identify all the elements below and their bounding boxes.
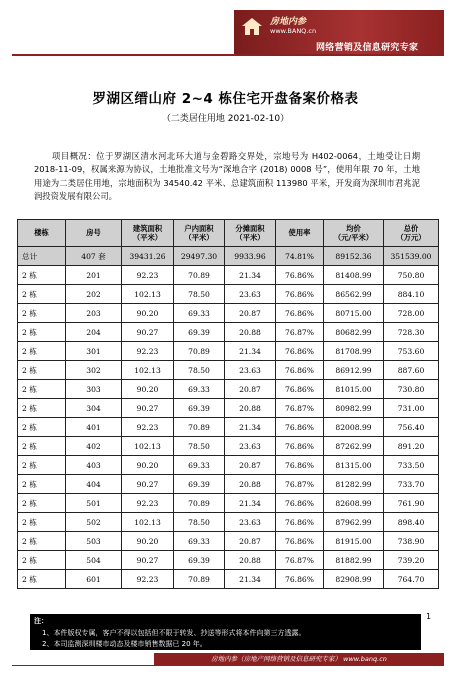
column-header: 总价 （万元） [384, 220, 439, 247]
note-item: 1、本件版权专属，客户不得以包括但不限于转发、抄送等形式将本件向第三方透露。 [42, 629, 306, 637]
table-row [18, 532, 439, 551]
brand-slogan: 网络营销及信息研究专家 [316, 43, 419, 53]
table-cell: 503 [66, 532, 122, 551]
table-row [18, 551, 439, 570]
table-cell: 21.34 [225, 266, 276, 285]
table-cell: 76.86% [276, 513, 324, 532]
table-cell: 23.63 [225, 437, 276, 456]
table-cell: 202 [66, 285, 122, 304]
table-row [18, 342, 439, 361]
table-row [18, 418, 439, 437]
table-cell: 20.88 [225, 399, 276, 418]
table-cell: 404 [66, 475, 122, 494]
table-cell: 69.33 [174, 456, 225, 475]
table-cell: 9933.96 [225, 247, 276, 266]
table-cell: 20.87 [225, 304, 276, 323]
table-cell: 76.87% [276, 323, 324, 342]
table-cell: 2 栋 [18, 570, 66, 589]
table-cell: 39431.26 [122, 247, 174, 266]
table-cell: 23.63 [225, 513, 276, 532]
table-cell: 76.86% [276, 304, 324, 323]
table-cell: 92.23 [122, 342, 174, 361]
table-cell: 76.86% [276, 494, 324, 513]
table-body [18, 247, 439, 589]
table-cell: 303 [66, 380, 122, 399]
document-title: 罗湖区缙山府 2~4 栋住宅开盘备案价格表 [92, 91, 359, 107]
footer-divider [12, 665, 444, 666]
table-cell: 21.34 [225, 494, 276, 513]
table-cell: 76.86% [276, 456, 324, 475]
table-cell: 601 [66, 570, 122, 589]
table-cell: 90.27 [122, 551, 174, 570]
table-cell: 304 [66, 399, 122, 418]
table-cell: 70.89 [174, 570, 225, 589]
table-cell: 756.40 [384, 418, 439, 437]
table-cell: 21.34 [225, 570, 276, 589]
table-cell: 753.60 [384, 342, 439, 361]
table-cell: 80715.00 [324, 304, 384, 323]
table-cell: 总计 [18, 247, 66, 266]
table-cell: 21.34 [225, 418, 276, 437]
table-cell: 204 [66, 323, 122, 342]
table-cell: 90.20 [122, 456, 174, 475]
table-cell: 87962.99 [324, 513, 384, 532]
table-cell: 2 栋 [18, 399, 66, 418]
table-cell: 78.50 [174, 437, 225, 456]
table-cell: 69.33 [174, 304, 225, 323]
table-cell: 23.63 [225, 285, 276, 304]
table-cell: 90.20 [122, 304, 174, 323]
table-cell: 887.60 [384, 361, 439, 380]
table-cell: 70.89 [174, 418, 225, 437]
table-cell: 102.13 [122, 437, 174, 456]
table-cell: 2 栋 [18, 418, 66, 437]
table-cell: 76.86% [276, 266, 324, 285]
table-cell: 87262.99 [324, 437, 384, 456]
column-header: 均价 （元/平米） [324, 220, 384, 247]
table-cell: 82608.99 [324, 494, 384, 513]
column-header: 户内面积 （平米） [174, 220, 225, 247]
table-cell: 2 栋 [18, 475, 66, 494]
table-row [18, 399, 439, 418]
table-cell: 102.13 [122, 285, 174, 304]
table-cell: 20.87 [225, 380, 276, 399]
table-cell: 403 [66, 456, 122, 475]
header-divider [12, 54, 444, 56]
table-cell: 2 栋 [18, 551, 66, 570]
table-cell: 76.87% [276, 475, 324, 494]
table-cell: 401 [66, 418, 122, 437]
table-cell: 501 [66, 494, 122, 513]
table-cell: 86912.99 [324, 361, 384, 380]
table-cell: 2 栋 [18, 361, 66, 380]
table-row [18, 513, 439, 532]
table-cell: 2 栋 [18, 323, 66, 342]
house-logo-icon [240, 16, 264, 36]
table-cell: 2 栋 [18, 304, 66, 323]
table-row [18, 570, 439, 589]
table-cell: 76.86% [276, 437, 324, 456]
table-cell: 20.87 [225, 456, 276, 475]
table-cell: 2 栋 [18, 285, 66, 304]
table-row [18, 266, 439, 285]
table-row [18, 304, 439, 323]
column-header: 使用率 [276, 220, 324, 247]
table-row [18, 285, 439, 304]
table-cell: 891.20 [384, 437, 439, 456]
table-cell: 92.23 [122, 266, 174, 285]
table-cell: 884.10 [384, 285, 439, 304]
table-cell: 76.86% [276, 285, 324, 304]
table-cell: 20.87 [225, 532, 276, 551]
table-cell: 20.88 [225, 475, 276, 494]
table-cell: 407 套 [66, 247, 122, 266]
table-cell: 2 栋 [18, 532, 66, 551]
table-cell: 74.81% [276, 247, 324, 266]
total-row [18, 247, 439, 266]
table-cell: 76.86% [276, 380, 324, 399]
table-cell: 69.33 [174, 532, 225, 551]
table-cell: 733.50 [384, 456, 439, 475]
page-number: 1 [426, 612, 432, 621]
table-cell: 731.00 [384, 399, 439, 418]
table-cell: 302 [66, 361, 122, 380]
table-cell: 203 [66, 304, 122, 323]
project-overview: 项目概况：位于罗湖区清水河北环大道与金碧路交界处，宗地号为 H402-0064，土地受让日期 2018-11-09，权属来源为协议，土地批准文号为“深地合字 (2018) 0008 号”，使用年限 70 年，土地用途为二类居住用地，宗地面积为 34540.42 平米、总建筑面积 113980 平米，开发商为深圳市君兆泥润投资发展有限公司。 [34, 151, 420, 202]
table-cell: 70.89 [174, 342, 225, 361]
table-cell: 70.89 [174, 494, 225, 513]
table-cell: 78.50 [174, 361, 225, 380]
table-row [18, 437, 439, 456]
table-cell: 351539.00 [384, 247, 439, 266]
table-cell: 402 [66, 437, 122, 456]
table-cell: 728.00 [384, 304, 439, 323]
table-cell: 2 栋 [18, 456, 66, 475]
table-cell: 76.86% [276, 418, 324, 437]
table-cell: 76.86% [276, 361, 324, 380]
table-cell: 81015.00 [324, 380, 384, 399]
table-row [18, 361, 439, 380]
column-header: 建筑面积 （平米） [122, 220, 174, 247]
notes-heading: 注： [34, 617, 48, 625]
table-cell: 78.50 [174, 285, 225, 304]
table-cell: 69.39 [174, 475, 225, 494]
table-row [18, 380, 439, 399]
table-row [18, 456, 439, 475]
table-cell: 92.23 [122, 494, 174, 513]
table-cell: 80682.99 [324, 323, 384, 342]
table-cell: 898.40 [384, 513, 439, 532]
table-cell: 81708.99 [324, 342, 384, 361]
table-cell: 730.80 [384, 380, 439, 399]
note-item: 2、本司监测深圳楼市动态及楼市销售数据已 20 年。 [42, 640, 207, 648]
price-table [17, 219, 439, 589]
table-cell: 761.90 [384, 494, 439, 513]
table-row [18, 475, 439, 494]
table-cell: 2 栋 [18, 494, 66, 513]
table-cell: 80982.99 [324, 399, 384, 418]
notes-box [30, 614, 421, 650]
table-cell: 76.86% [276, 532, 324, 551]
table-cell: 201 [66, 266, 122, 285]
footer-banner: 房地内参（房地产网络营销及信息研究专家） www.banq.cn [154, 653, 444, 665]
table-cell: 81282.99 [324, 475, 384, 494]
table-cell: 69.39 [174, 551, 225, 570]
table-cell: 82008.99 [324, 418, 384, 437]
brand-banner [234, 10, 444, 54]
table-cell: 90.20 [122, 380, 174, 399]
table-cell: 76.86% [276, 570, 324, 589]
table-cell: 2 栋 [18, 266, 66, 285]
table-cell: 69.39 [174, 323, 225, 342]
table-cell: 76.87% [276, 551, 324, 570]
table-cell: 2 栋 [18, 380, 66, 399]
table-cell: 733.70 [384, 475, 439, 494]
table-row [18, 323, 439, 342]
table-cell: 89152.36 [324, 247, 384, 266]
table-cell: 20.88 [225, 551, 276, 570]
table-cell: 81915.00 [324, 532, 384, 551]
table-header-row [18, 220, 439, 247]
document-subtitle: （二类居住用地 2021-02-10） [161, 114, 290, 124]
table-cell: 21.34 [225, 342, 276, 361]
table-cell: 90.27 [122, 323, 174, 342]
table-cell: 86562.99 [324, 285, 384, 304]
table-cell: 102.13 [122, 361, 174, 380]
table-cell: 90.27 [122, 399, 174, 418]
table-cell: 90.27 [122, 475, 174, 494]
table-cell: 738.90 [384, 532, 439, 551]
table-cell: 728.30 [384, 323, 439, 342]
table-cell: 750.80 [384, 266, 439, 285]
table-cell: 502 [66, 513, 122, 532]
table-cell: 739.20 [384, 551, 439, 570]
logo-url: www.BANQ.cn [270, 27, 317, 35]
table-cell: 102.13 [122, 513, 174, 532]
column-header: 分摊面积 （平米） [225, 220, 276, 247]
table-cell: 301 [66, 342, 122, 361]
table-cell: 90.20 [122, 532, 174, 551]
table-cell: 764.70 [384, 570, 439, 589]
table-cell: 82908.99 [324, 570, 384, 589]
table-cell: 2 栋 [18, 437, 66, 456]
table-cell: 2 栋 [18, 513, 66, 532]
table-row [18, 494, 439, 513]
table-cell: 76.87% [276, 399, 324, 418]
column-header: 房号 [66, 220, 122, 247]
table-cell: 78.50 [174, 513, 225, 532]
table-cell: 69.33 [174, 380, 225, 399]
table-cell: 92.23 [122, 418, 174, 437]
table-cell: 92.23 [122, 570, 174, 589]
column-header: 楼栋 [18, 220, 66, 247]
table-cell: 23.63 [225, 361, 276, 380]
table-cell: 29497.30 [174, 247, 225, 266]
table-cell: 81408.99 [324, 266, 384, 285]
table-cell: 20.88 [225, 323, 276, 342]
logo-title: 房地内参 [270, 17, 307, 27]
table-cell: 76.86% [276, 342, 324, 361]
table-cell: 504 [66, 551, 122, 570]
table-cell: 81882.99 [324, 551, 384, 570]
table-cell: 2 栋 [18, 342, 66, 361]
table-cell: 70.89 [174, 266, 225, 285]
table-cell: 69.39 [174, 399, 225, 418]
table-cell: 81315.00 [324, 456, 384, 475]
